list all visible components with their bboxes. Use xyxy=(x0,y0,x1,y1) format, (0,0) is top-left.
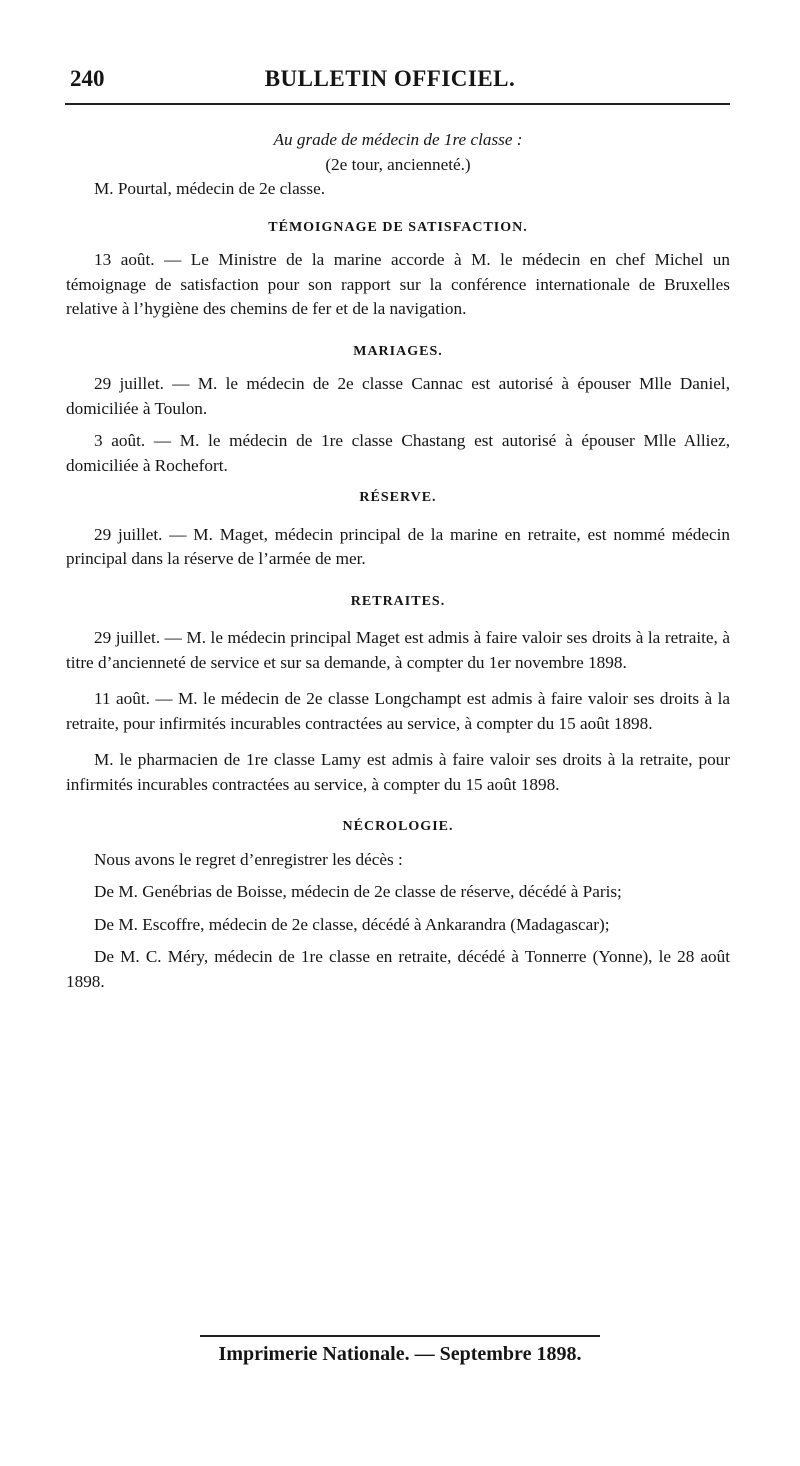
printer-imprint: Imprimerie Nationale. — Septembre 1898. xyxy=(218,1343,582,1365)
mariage-paragraph-1: 29 juillet. — M. le médecin de 2e classe Cannac est autorisé à épouser Mlle Daniel, domiciliée à Toulon. xyxy=(66,374,730,418)
temoignage-paragraph: 13 août. — Le Ministre de la marine accorde à M. le médecin en chef Michel un témoignage de satisfaction pour son rapport sur la conférence internationale de Bruxelles relative à l’hygiène des chemins de fer et de la navigation. xyxy=(66,250,730,318)
necrologie-intro: Nous avons le regret d’enregistrer les décès : xyxy=(94,849,403,869)
section-heading-temoignage: TÉMOIGNAGE DE SATISFACTION. xyxy=(268,219,528,235)
necrologie-entry-2: De M. Escoffre, médecin de 2e classe, décédé à Ankarandra (Madagascar); xyxy=(94,914,610,934)
mariage-paragraph-2: 3 août. — M. le médecin de 1re classe Chastang est autorisé à épouser Mlle Alliez, domiciliée à Rochefort. xyxy=(66,431,730,475)
section-heading-retraites: RETRAITES. xyxy=(350,593,446,609)
retraite-paragraph-2: 11 août. — M. le médecin de 2e classe Longchampt est admis à faire valoir ses droits à la retraite, pour infirmités incurables contractées au service, à compter du 15 août 1898. xyxy=(66,689,730,733)
necrologie-entry-3: De M. C. Méry, médecin de 1re classe en retraite, décédé à Tonnerre (Yonne), le 28 août 1898. xyxy=(66,947,730,991)
retraite-paragraph-3: M. le pharmacien de 1re classe Lamy est admis à faire valoir ses droits à la retraite, pour infirmités incurables contractées au service, à compter du 15 août 1898. xyxy=(66,750,730,794)
header-rule xyxy=(65,103,730,105)
section-heading-mariages: MARIAGES. xyxy=(353,343,443,359)
running-title: BULLETIN OFFICIEL. xyxy=(264,66,516,91)
necrologie-entry-1: De M. Genébrias de Boisse, médecin de 2e classe de réserve, décédé à Paris; xyxy=(94,882,622,901)
page-number: 240 xyxy=(70,66,105,91)
section-heading-necrologie: NÉCROLOGIE. xyxy=(342,819,454,834)
grade-entry: M. Pourtal, médecin de 2e classe. xyxy=(94,179,326,198)
section-heading-reserve: RÉSERVE. xyxy=(359,490,437,505)
page-body xyxy=(66,128,730,994)
retraite-paragraph-1: 29 juillet. — M. le médecin principal Maget est admis à faire valoir ses droits à la retraite, à titre d’ancienneté de service et sur sa demande, à compter du 1er novembre 1898. xyxy=(66,628,730,672)
reserve-paragraph: 29 juillet. — M. Maget, médecin principal de la marine en retraite, est nommé médecin principal dans la réserve de l’armée de mer. xyxy=(66,524,730,568)
grade-heading: Au grade de médecin de 1re classe : xyxy=(273,130,523,149)
grade-subheading: (2e tour, ancienneté.) xyxy=(325,154,471,174)
footer-rule xyxy=(200,1335,600,1337)
page-header xyxy=(70,66,710,100)
